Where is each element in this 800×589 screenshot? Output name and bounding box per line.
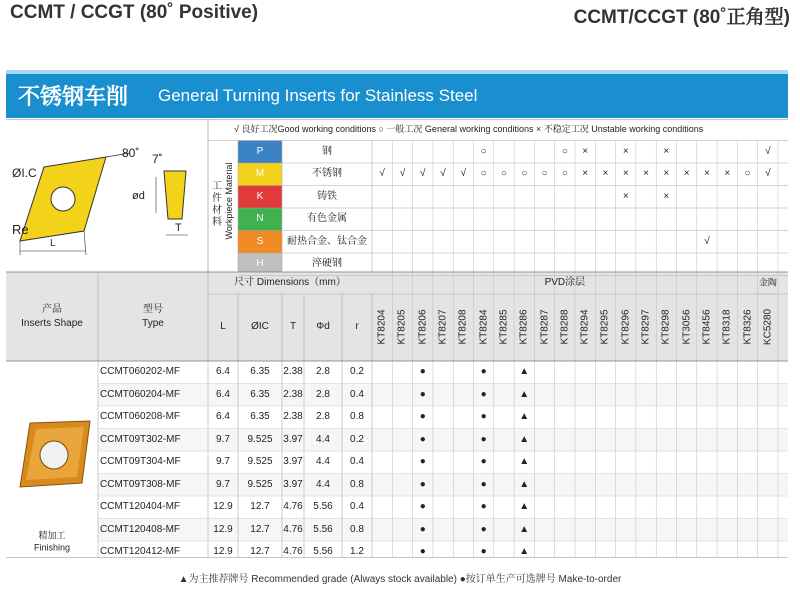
- grade-header-kt8205: KT8205: [396, 309, 408, 345]
- suitability-mark: ×: [622, 168, 629, 180]
- product-type: CCMT060208-MF: [100, 411, 181, 423]
- insert-photo-hole: [40, 441, 68, 469]
- insert-side-view: [164, 171, 186, 219]
- dim-col-header: L: [220, 321, 226, 332]
- grade-mark: ●: [419, 366, 426, 378]
- grade-mark: ●: [419, 523, 426, 535]
- dim-col-header: Φd: [316, 321, 330, 332]
- dim-value: 6.4: [216, 411, 230, 423]
- material-name-N: 有色金属: [307, 213, 347, 225]
- dimension-line: [84, 231, 86, 255]
- grade-header-kc5280: KC5280: [762, 308, 774, 346]
- dim-value: 4.4: [316, 433, 330, 445]
- row-stripe: [98, 519, 788, 542]
- product-type: CCMT120408-MF: [100, 523, 181, 535]
- material-code-K: K: [256, 190, 264, 202]
- dim-value: 0.8: [350, 411, 364, 423]
- suitability-mark: √: [765, 145, 771, 157]
- suitability-mark: ×: [582, 168, 589, 180]
- grade-header-kt8318: KT8318: [721, 309, 733, 345]
- dim-value: 0.4: [350, 388, 364, 400]
- suitability-mark: ×: [663, 190, 670, 202]
- row-stripe: [98, 384, 788, 407]
- grade-mark: ●: [480, 456, 487, 468]
- dim-value: 0.4: [350, 501, 364, 513]
- dim-col-header: r: [355, 321, 359, 332]
- dim-value: 1.2: [350, 546, 364, 558]
- suitability-mark: ○: [744, 168, 751, 180]
- grade-header-kt8204: KT8204: [376, 309, 388, 345]
- grade-mark: ●: [419, 546, 426, 558]
- grade-mark: ▲: [519, 388, 530, 400]
- grade-header-kt8207: KT8207: [437, 309, 449, 345]
- type-header-cn: 型号: [143, 304, 163, 315]
- grade-mark: ●: [419, 501, 426, 513]
- angle-7-label: 7˚: [152, 152, 163, 166]
- suitability-mark: ×: [663, 145, 670, 157]
- grade-mark: ●: [480, 523, 487, 535]
- dim-value: 0.8: [350, 523, 364, 535]
- pvd-header: PVD涂层: [544, 277, 586, 288]
- grade-mark: ▲: [519, 456, 530, 468]
- grade-mark: ●: [480, 501, 487, 513]
- suitability-mark: √: [460, 168, 467, 180]
- dim-value: 6.4: [216, 366, 230, 378]
- d-label: ød: [132, 190, 145, 202]
- material-name-M: 不锈钢: [312, 168, 342, 180]
- dim-value: 2.8: [316, 366, 330, 378]
- grade-header-kt8284: KT8284: [478, 309, 490, 345]
- material-name-H: 淬硬钢: [312, 258, 342, 270]
- suitability-mark: √: [420, 168, 426, 180]
- suitability-mark: ×: [704, 168, 710, 180]
- dim-value: 5.56: [313, 546, 333, 558]
- re-label: Re: [12, 222, 29, 237]
- insert-hole: [51, 187, 75, 211]
- dim-value: 9.525: [247, 433, 273, 445]
- product-type: CCMT09T308-MF: [100, 478, 181, 490]
- suitability-mark: √: [440, 168, 446, 180]
- grade-header-kt8206: KT8206: [417, 309, 429, 345]
- material-name-S: 耐热合金、钛合金: [287, 235, 367, 247]
- angle-80-label: 80˚: [122, 146, 140, 160]
- page-title-left: CCMT / CCGT (80˚ Positive): [10, 2, 259, 23]
- t-label: T: [175, 222, 182, 234]
- material-name-K: 铸铁: [317, 190, 337, 202]
- dim-value: 2.8: [316, 388, 330, 400]
- banner-stripe: [6, 70, 788, 74]
- dim-value: 9.7: [216, 478, 230, 490]
- suitability-mark: ○: [561, 168, 568, 180]
- section-banner: [6, 70, 788, 118]
- grade-mark: ●: [419, 456, 426, 468]
- material-code-S: S: [256, 235, 264, 247]
- material-code-M: M: [255, 168, 265, 180]
- grade-mark: ●: [480, 433, 487, 445]
- banner-title-en: General Turning Inserts for Stainless Steel: [158, 86, 478, 105]
- grade-mark: ▲: [519, 501, 530, 513]
- product-type: CCMT060202-MF: [100, 366, 181, 378]
- product-type: CCMT120404-MF: [100, 501, 181, 513]
- dim-value: 9.7: [216, 433, 230, 445]
- finishing-label-cn: 精加工: [38, 530, 66, 541]
- grade-header-kt8288: KT8288: [559, 309, 571, 345]
- type-header-en: Type: [142, 318, 164, 329]
- dim-value: 3.97: [283, 478, 303, 490]
- dim-value: 0.4: [350, 456, 364, 468]
- grade-mark: ●: [480, 411, 487, 423]
- grade-header-kt8287: KT8287: [539, 309, 551, 345]
- dim-value: 3.97: [283, 456, 303, 468]
- dim-value: 4.4: [316, 478, 330, 490]
- product-type: CCMT09T302-MF: [100, 433, 181, 445]
- grade-mark: ▲: [519, 366, 530, 378]
- row-stripe: [98, 429, 788, 452]
- grade-header-kt8294: KT8294: [579, 309, 591, 345]
- footer-note: ▲为主推荐牌号 Recommended grade (Always stock available) ●按订单生产可选牌号 Make-to-order: [178, 574, 622, 585]
- dim-value: 9.525: [247, 456, 273, 468]
- dim-col-header: ØIC: [251, 321, 269, 332]
- dim-value: 12.9: [213, 501, 233, 513]
- grade-mark: ▲: [519, 523, 530, 535]
- page-title-right: CCMT/CCGT (80˚正角型): [573, 7, 790, 28]
- suitability-mark: ×: [622, 145, 629, 157]
- suitability-mark: ×: [663, 168, 670, 180]
- suitability-mark: ○: [480, 145, 487, 157]
- suitability-mark: √: [704, 235, 710, 247]
- grade-header-kt8285: KT8285: [498, 309, 510, 345]
- dim-value: 9.525: [247, 478, 273, 490]
- dim-value: 12.7: [250, 546, 270, 558]
- suitability-mark: √: [379, 168, 385, 180]
- material-name-P: 钢: [322, 145, 332, 157]
- grade-mark: ●: [419, 478, 426, 490]
- banner-title-cn: 不锈钢车削: [18, 84, 129, 109]
- dim-value: 3.97: [283, 433, 303, 445]
- grade-header-kt8456: KT8456: [701, 309, 713, 345]
- dim-value: 12.7: [250, 523, 270, 535]
- dim-value: 0.2: [350, 366, 364, 378]
- grade-mark: ▲: [519, 478, 530, 490]
- insert-product-image: [16, 417, 96, 497]
- dim-value: 2.38: [283, 411, 303, 423]
- grade-header-kt8286: KT8286: [518, 309, 530, 345]
- row-stripe: [98, 474, 788, 497]
- product-type: CCMT060204-MF: [100, 388, 181, 400]
- material-code-P: P: [256, 145, 264, 157]
- dim-value: 4.4: [316, 456, 330, 468]
- grade-mark: ●: [480, 478, 487, 490]
- dim-value: 4.76: [283, 501, 303, 513]
- ceramic-header: 金陶: [758, 277, 777, 288]
- dim-value: 6.35: [250, 388, 270, 400]
- insert-geometry-diagram: [6, 135, 206, 285]
- suitability-mark: ×: [582, 145, 589, 157]
- suitability-mark: √: [399, 168, 406, 180]
- dim-value: 6.35: [250, 366, 270, 378]
- product-type: CCMT120412-MF: [100, 546, 181, 558]
- dim-value: 5.56: [313, 523, 333, 535]
- grade-mark: ▲: [519, 433, 530, 445]
- workpiece-label-en: Workpiece Material: [224, 162, 234, 240]
- dim-value: 12.9: [213, 523, 233, 535]
- dim-value: 6.35: [250, 411, 270, 423]
- suitability-mark: ○: [561, 145, 568, 157]
- suitability-mark: ×: [643, 168, 649, 180]
- dim-value: 12.9: [213, 546, 233, 558]
- ic-label: ØI.C: [12, 166, 37, 180]
- grade-header-kt8298: KT8298: [660, 309, 672, 345]
- grade-header-kt8295: KT8295: [599, 309, 611, 345]
- grade-mark: ●: [480, 366, 487, 378]
- grade-mark: ▲: [519, 546, 530, 558]
- grade-mark: ●: [419, 433, 426, 445]
- insert-table: [6, 119, 788, 558]
- suitability-mark: ×: [622, 190, 629, 202]
- shape-header-cn: 产品: [42, 304, 62, 315]
- dim-value: 2.38: [283, 388, 303, 400]
- suitability-mark: ○: [521, 168, 528, 180]
- grade-mark: ●: [419, 411, 426, 423]
- grade-mark: ●: [480, 546, 487, 558]
- product-type: CCMT09T304-MF: [100, 456, 181, 468]
- grade-mark: ▲: [519, 411, 530, 423]
- dim-col-header: T: [289, 321, 297, 332]
- dim-value: 9.7: [216, 456, 230, 468]
- grade-mark: ●: [480, 388, 487, 400]
- grade-mark: ●: [419, 388, 426, 400]
- grade-header-kt8297: KT8297: [640, 309, 652, 345]
- suitability-mark: √: [765, 168, 771, 180]
- condition-legend: √ 良好工况Good working conditions ○ 一般工况 General working conditions × 不稳定工况 Unstable working conditions: [234, 124, 704, 134]
- dim-value: 4.76: [283, 546, 303, 558]
- dim-value: 2.38: [283, 366, 303, 378]
- suitability-mark: ×: [602, 168, 609, 180]
- suitability-mark: ○: [480, 168, 487, 180]
- material-code-H: H: [256, 258, 264, 270]
- dim-value: 5.56: [313, 501, 333, 513]
- finishing-label-en: Finishing: [33, 542, 71, 553]
- material-code-N: N: [256, 213, 264, 225]
- dimensions-header: 尺寸 Dimensions（mm）: [234, 277, 346, 288]
- suitability-mark: ×: [724, 168, 731, 180]
- dim-value: 6.4: [216, 388, 230, 400]
- workpiece-label-cn: 工件材料: [212, 181, 222, 228]
- suitability-mark: ○: [500, 168, 507, 180]
- grade-header-kt8208: KT8208: [457, 309, 469, 345]
- dim-value: 2.8: [316, 411, 330, 423]
- dim-value: 12.7: [250, 501, 270, 513]
- suitability-mark: ○: [541, 168, 548, 180]
- l-label: L: [50, 238, 56, 249]
- shape-header-en: Inserts Shape: [21, 318, 83, 329]
- dim-value: 0.8: [350, 478, 364, 490]
- grade-header-kt8326: KT8326: [742, 309, 754, 345]
- suitability-mark: ×: [683, 168, 690, 180]
- dim-value: 0.2: [350, 433, 364, 445]
- grade-header-kt8296: KT8296: [620, 309, 632, 345]
- grade-header-kt3056: KT3056: [681, 309, 693, 345]
- dim-value: 4.76: [283, 523, 303, 535]
